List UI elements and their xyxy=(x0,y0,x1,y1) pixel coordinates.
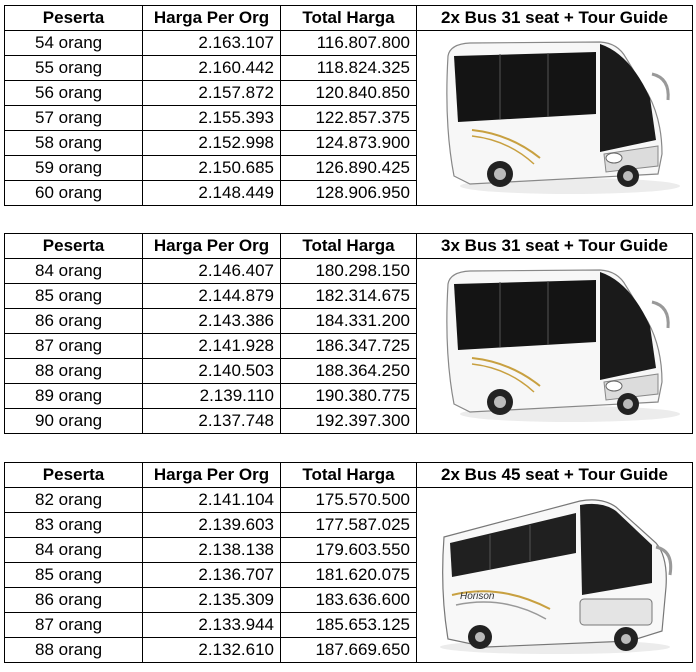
harga-cell: 2.152.998 xyxy=(143,131,281,156)
peserta-cell: 85 orang xyxy=(5,563,143,588)
total-cell: 122.857.375 xyxy=(281,106,417,131)
harga-cell: 2.139.110 xyxy=(143,384,281,409)
peserta-cell: 83 orang xyxy=(5,513,143,538)
peserta-cell: 90 orang xyxy=(5,409,143,434)
peserta-cell: 86 orang xyxy=(5,309,143,334)
peserta-cell: 56 orang xyxy=(5,81,143,106)
total-cell: 187.669.650 xyxy=(281,638,417,663)
peserta-cell: 89 orang xyxy=(5,384,143,409)
peserta-cell: 88 orang xyxy=(5,359,143,384)
bus-image-cell xyxy=(417,259,693,434)
header-peserta: Peserta xyxy=(5,234,143,259)
peserta-cell: 55 orang xyxy=(5,56,143,81)
peserta-cell: 86 orang xyxy=(5,588,143,613)
peserta-cell: 59 orang xyxy=(5,156,143,181)
harga-cell: 2.144.879 xyxy=(143,284,281,309)
total-cell: 185.653.125 xyxy=(281,613,417,638)
harga-cell: 2.137.748 xyxy=(143,409,281,434)
table-row xyxy=(5,259,693,284)
bus-image-cell xyxy=(417,488,693,663)
harga-cell: 2.133.944 xyxy=(143,613,281,638)
table-row xyxy=(5,488,693,513)
table-header-row xyxy=(5,463,693,488)
header-total: Total Harga xyxy=(281,463,417,488)
total-cell: 188.364.250 xyxy=(281,359,417,384)
total-cell: 120.840.850 xyxy=(281,81,417,106)
header-harga: Harga Per Org xyxy=(143,6,281,31)
total-cell: 126.890.425 xyxy=(281,156,417,181)
header-harga: Harga Per Org xyxy=(143,463,281,488)
total-cell: 177.587.025 xyxy=(281,513,417,538)
harga-cell: 2.143.386 xyxy=(143,309,281,334)
harga-cell: 2.135.309 xyxy=(143,588,281,613)
harga-cell: 2.163.107 xyxy=(143,31,281,56)
peserta-cell: 57 orang xyxy=(5,106,143,131)
price-table-1 xyxy=(4,5,693,206)
total-cell: 192.397.300 xyxy=(281,409,417,434)
table-header-row xyxy=(5,234,693,259)
total-cell: 180.298.150 xyxy=(281,259,417,284)
peserta-cell: 82 orang xyxy=(5,488,143,513)
peserta-cell: 58 orang xyxy=(5,131,143,156)
total-cell: 190.380.775 xyxy=(281,384,417,409)
total-cell: 184.331.200 xyxy=(281,309,417,334)
big-bus-image xyxy=(430,491,680,659)
header-harga: Harga Per Org xyxy=(143,234,281,259)
harga-cell: 2.136.707 xyxy=(143,563,281,588)
harga-cell: 2.141.928 xyxy=(143,334,281,359)
peserta-cell: 84 orang xyxy=(5,259,143,284)
header-total: Total Harga xyxy=(281,6,417,31)
harga-cell: 2.155.393 xyxy=(143,106,281,131)
total-cell: 128.906.950 xyxy=(281,181,417,206)
price-table-3 xyxy=(4,462,693,663)
harga-cell: 2.141.104 xyxy=(143,488,281,513)
peserta-cell: 88 orang xyxy=(5,638,143,663)
total-cell: 183.636.600 xyxy=(281,588,417,613)
package-title: 2x Bus 45 seat + Tour Guide xyxy=(417,463,693,488)
harga-cell: 2.140.503 xyxy=(143,359,281,384)
harga-cell: 2.150.685 xyxy=(143,156,281,181)
minibus-image xyxy=(430,262,680,430)
table-header-row xyxy=(5,6,693,31)
bus-logo-text: Horison xyxy=(459,591,494,602)
header-total: Total Harga xyxy=(281,234,417,259)
peserta-cell: 60 orang xyxy=(5,181,143,206)
harga-cell: 2.160.442 xyxy=(143,56,281,81)
peserta-cell: 54 orang xyxy=(5,31,143,56)
harga-cell: 2.139.603 xyxy=(143,513,281,538)
peserta-cell: 85 orang xyxy=(5,284,143,309)
total-cell: 182.314.675 xyxy=(281,284,417,309)
minibus-image xyxy=(430,34,680,202)
total-cell: 118.824.325 xyxy=(281,56,417,81)
table-row xyxy=(5,31,693,56)
harga-cell: 2.132.610 xyxy=(143,638,281,663)
total-cell: 116.807.800 xyxy=(281,31,417,56)
header-peserta: Peserta xyxy=(5,6,143,31)
package-title: 3x Bus 31 seat + Tour Guide xyxy=(417,234,693,259)
total-cell: 175.570.500 xyxy=(281,488,417,513)
bus-image-cell xyxy=(417,31,693,206)
harga-cell: 2.146.407 xyxy=(143,259,281,284)
total-cell: 181.620.075 xyxy=(281,563,417,588)
price-table-2 xyxy=(4,233,693,434)
harga-cell: 2.138.138 xyxy=(143,538,281,563)
package-title: 2x Bus 31 seat + Tour Guide xyxy=(417,6,693,31)
harga-cell: 2.148.449 xyxy=(143,181,281,206)
harga-cell: 2.157.872 xyxy=(143,81,281,106)
header-peserta: Peserta xyxy=(5,463,143,488)
peserta-cell: 84 orang xyxy=(5,538,143,563)
peserta-cell: 87 orang xyxy=(5,334,143,359)
total-cell: 186.347.725 xyxy=(281,334,417,359)
total-cell: 124.873.900 xyxy=(281,131,417,156)
total-cell: 179.603.550 xyxy=(281,538,417,563)
peserta-cell: 87 orang xyxy=(5,613,143,638)
